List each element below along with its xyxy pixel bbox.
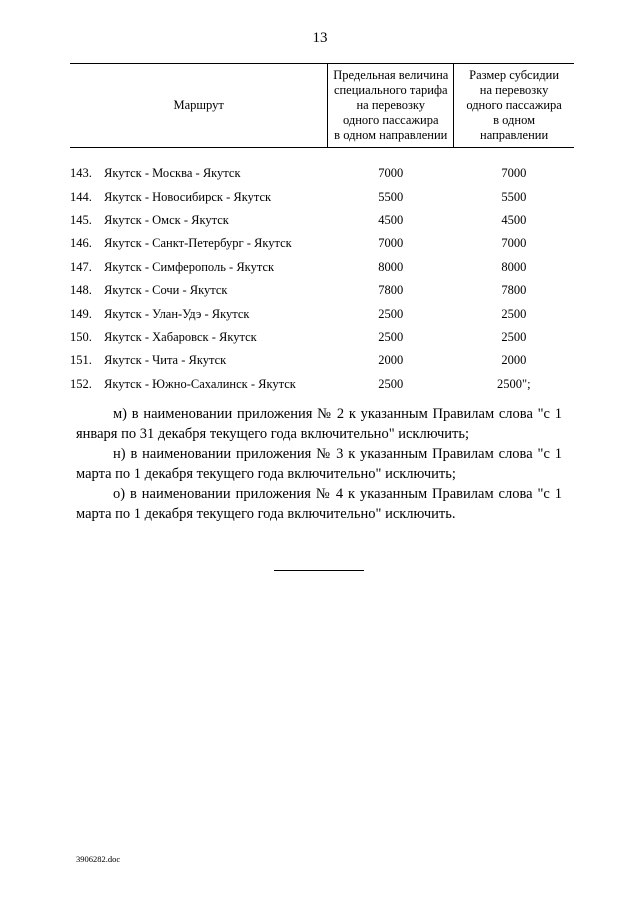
header-line: направлении — [480, 128, 549, 142]
table-header-row — [70, 64, 574, 148]
route-name: Якутск - Южно-Сахалинск - Якутск — [104, 376, 296, 391]
table-row — [70, 232, 574, 255]
route-cell — [70, 162, 328, 185]
tariff-cell: 2000 — [378, 353, 404, 368]
table-row — [70, 209, 574, 232]
route-cell — [70, 185, 328, 208]
row-number: 143. — [70, 166, 92, 181]
route-name: Якутск - Улан-Удэ - Якутск — [104, 306, 250, 321]
route-cell — [70, 326, 328, 349]
table-row — [70, 326, 574, 349]
tariff-cell: 2500 — [378, 306, 404, 321]
tariff-cell: 8000 — [378, 259, 404, 274]
header-route: Маршрут — [70, 64, 328, 148]
amendment-paragraph-o: о) в наименовании приложения № 4 к указанным Правилам слова "с 1 марта по 1 декабря текущего года включительно" исключить. — [76, 486, 562, 522]
subsidy-cell: 2000 — [501, 353, 527, 368]
table-row — [70, 302, 574, 325]
table-row — [70, 349, 574, 372]
header-line: Размер субсидии — [469, 68, 560, 82]
subsidy-cell: 4500 — [501, 212, 527, 227]
route-name: Якутск - Симферополь - Якутск — [104, 259, 275, 274]
route-cell — [70, 232, 328, 255]
row-number: 145. — [70, 212, 92, 227]
header-line: в одном — [493, 113, 536, 127]
end-divider — [274, 570, 364, 571]
subsidy-cell: 2500 — [501, 329, 527, 344]
row-number: 152. — [70, 376, 92, 391]
row-number: 148. — [70, 283, 92, 298]
route-name: Якутск - Чита - Якутск — [104, 353, 227, 368]
table-spacer — [70, 148, 574, 163]
route-cell — [70, 302, 328, 325]
header-line: одного пассажира — [466, 98, 562, 112]
header-line: Предельная величина — [333, 68, 449, 82]
row-number: 151. — [70, 353, 92, 368]
row-number: 147. — [70, 259, 92, 274]
header-line: на перевозку — [479, 83, 549, 97]
table-row — [70, 279, 574, 302]
header-line: на перевозку — [356, 98, 426, 112]
subsidy-cell: 8000 — [501, 259, 527, 274]
route-name: Якутск - Москва - Якутск — [104, 166, 241, 181]
route-name: Якутск - Омск - Якутск — [104, 212, 229, 227]
row-number: 144. — [70, 189, 92, 204]
subsidy-cell: 7000 — [501, 236, 527, 251]
tariff-cell: 7000 — [378, 236, 404, 251]
tariff-cell: 7000 — [378, 166, 404, 181]
route-cell — [70, 279, 328, 302]
table-row — [70, 185, 574, 208]
subsidy-cell: 7000 — [501, 166, 527, 181]
header-line: специального тарифа — [333, 83, 448, 97]
header-line: в одном направлении — [334, 128, 448, 142]
tariff-cell: 2500 — [378, 329, 404, 344]
table-row — [70, 256, 574, 279]
subsidy-cell: 2500 — [501, 306, 527, 321]
subsidy-cell: 7800 — [501, 283, 527, 298]
row-number: 150. — [70, 329, 92, 344]
tariff-cell: 2500 — [378, 376, 404, 391]
table-row — [70, 373, 574, 396]
route-name: Якутск - Сочи - Якутск — [104, 283, 228, 298]
route-cell — [70, 209, 328, 232]
header-subsidy — [454, 64, 574, 148]
route-cell — [70, 373, 328, 396]
route-name: Якутск - Хабаровск - Якутск — [104, 329, 257, 344]
amendment-paragraph-m: м) в наименовании приложения № 2 к указанным Правилам слова "с 1 января по 31 декабря текущего года включительно" исключить; — [76, 406, 562, 442]
subsidy-cell: 2500"; — [497, 376, 531, 391]
tariff-table — [70, 63, 574, 396]
route-name: Якутск - Санкт-Петербург - Якутск — [104, 236, 292, 251]
route-cell — [70, 349, 328, 372]
route-cell — [70, 256, 328, 279]
subsidy-cell: 5500 — [501, 189, 527, 204]
tariff-cell: 4500 — [378, 212, 404, 227]
header-line: одного пассажира — [342, 113, 439, 127]
footer-filename: 3906282.doc — [76, 854, 121, 864]
tariff-cell: 5500 — [378, 189, 404, 204]
row-number: 146. — [70, 236, 92, 251]
route-name: Якутск - Новосибирск - Якутск — [104, 189, 272, 204]
header-tariff — [328, 64, 454, 148]
row-number: 149. — [70, 306, 92, 321]
page-number: 13 — [312, 30, 328, 46]
tariff-cell: 7800 — [378, 283, 404, 298]
amendment-paragraph-n: н) в наименовании приложения № 3 к указанным Правилам слова "с 1 марта по 1 декабря текущего года включительно" исключить; — [76, 446, 562, 482]
table-row — [70, 162, 574, 185]
